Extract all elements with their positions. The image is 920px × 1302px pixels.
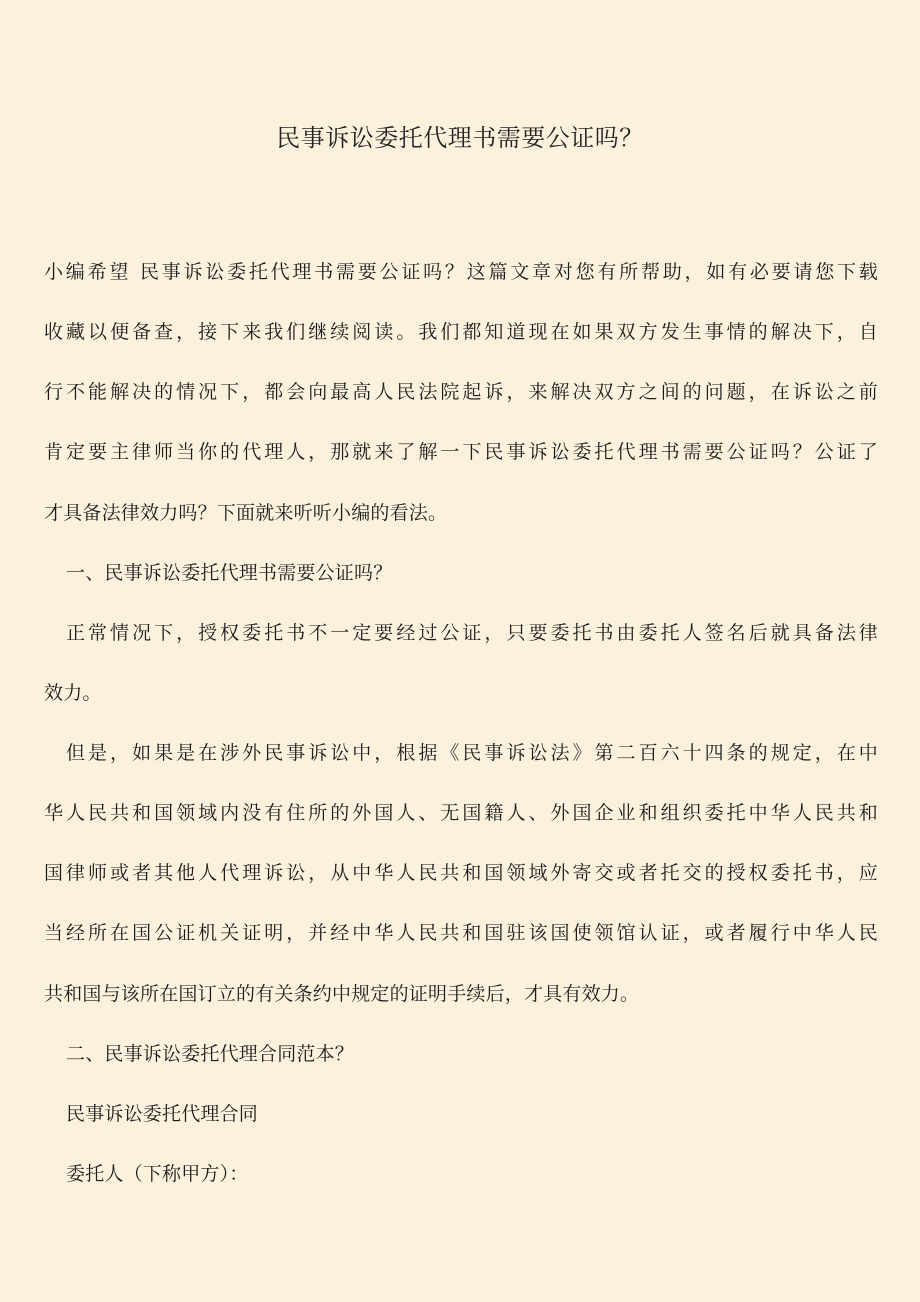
section1-para2-line-2: 华人民共和国领域内没有住所的外国人、无国籍人、外国企业和组织委托中华人民共和 [44, 802, 878, 824]
intro-line-3: 行不能解决的情况下，都会向最高人民法院起诉，来解决双方之间的问题，在诉讼之前 [44, 381, 878, 403]
section-heading-2: 二、民事诉讼委托代理合同范本？ [66, 1043, 355, 1065]
intro-line-4: 肯定要主律师当你的代理人，那就来了解一下民事诉讼委托代理书需要公证吗？公证了 [44, 441, 878, 463]
section1-para2-line-4: 当经所在国公证机关证明，并经中华人民共和国驻该国使领馆认证，或者履行中华人民 [44, 922, 878, 944]
intro-line-5: 才具备法律效力吗？下面就来听听小编的看法。 [44, 502, 448, 524]
section-heading-1: 一、民事诉讼委托代理书需要公证吗？ [66, 562, 393, 584]
section1-para2-line-3: 国律师或者其他人代理诉讼，从中华人民共和国领域外寄交或者托交的授权委托书，应 [44, 862, 878, 884]
section1-para2-line-5: 共和国与该所在国订立的有关条约中规定的证明手续后，才具有效力。 [44, 983, 640, 1005]
document-title: 民事诉讼委托代理书需要公证吗？ [276, 124, 644, 152]
intro-line-1: 小编希望 民事诉讼委托代理书需要公证吗？这篇文章对您有所帮助，如有必要请您下载 [44, 261, 878, 283]
intro-line-2: 收藏以便备查，接下来我们继续阅读。我们都知道现在如果双方发生事情的解决下，自 [44, 321, 878, 343]
section1-para1-line-2: 效力。 [44, 682, 102, 704]
section1-para1-line-1: 正常情况下，授权委托书不一定要经过公证，只要委托书由委托人签名后就具备法律 [66, 622, 878, 644]
section1-para2-line-1: 但是，如果是在涉外民事诉讼中，根据《民事诉讼法》第二百六十四条的规定，在中 [66, 742, 878, 764]
contract-title: 民事诉讼委托代理合同 [66, 1103, 259, 1125]
contract-party-a: 委托人（下称甲方）： [66, 1163, 249, 1185]
